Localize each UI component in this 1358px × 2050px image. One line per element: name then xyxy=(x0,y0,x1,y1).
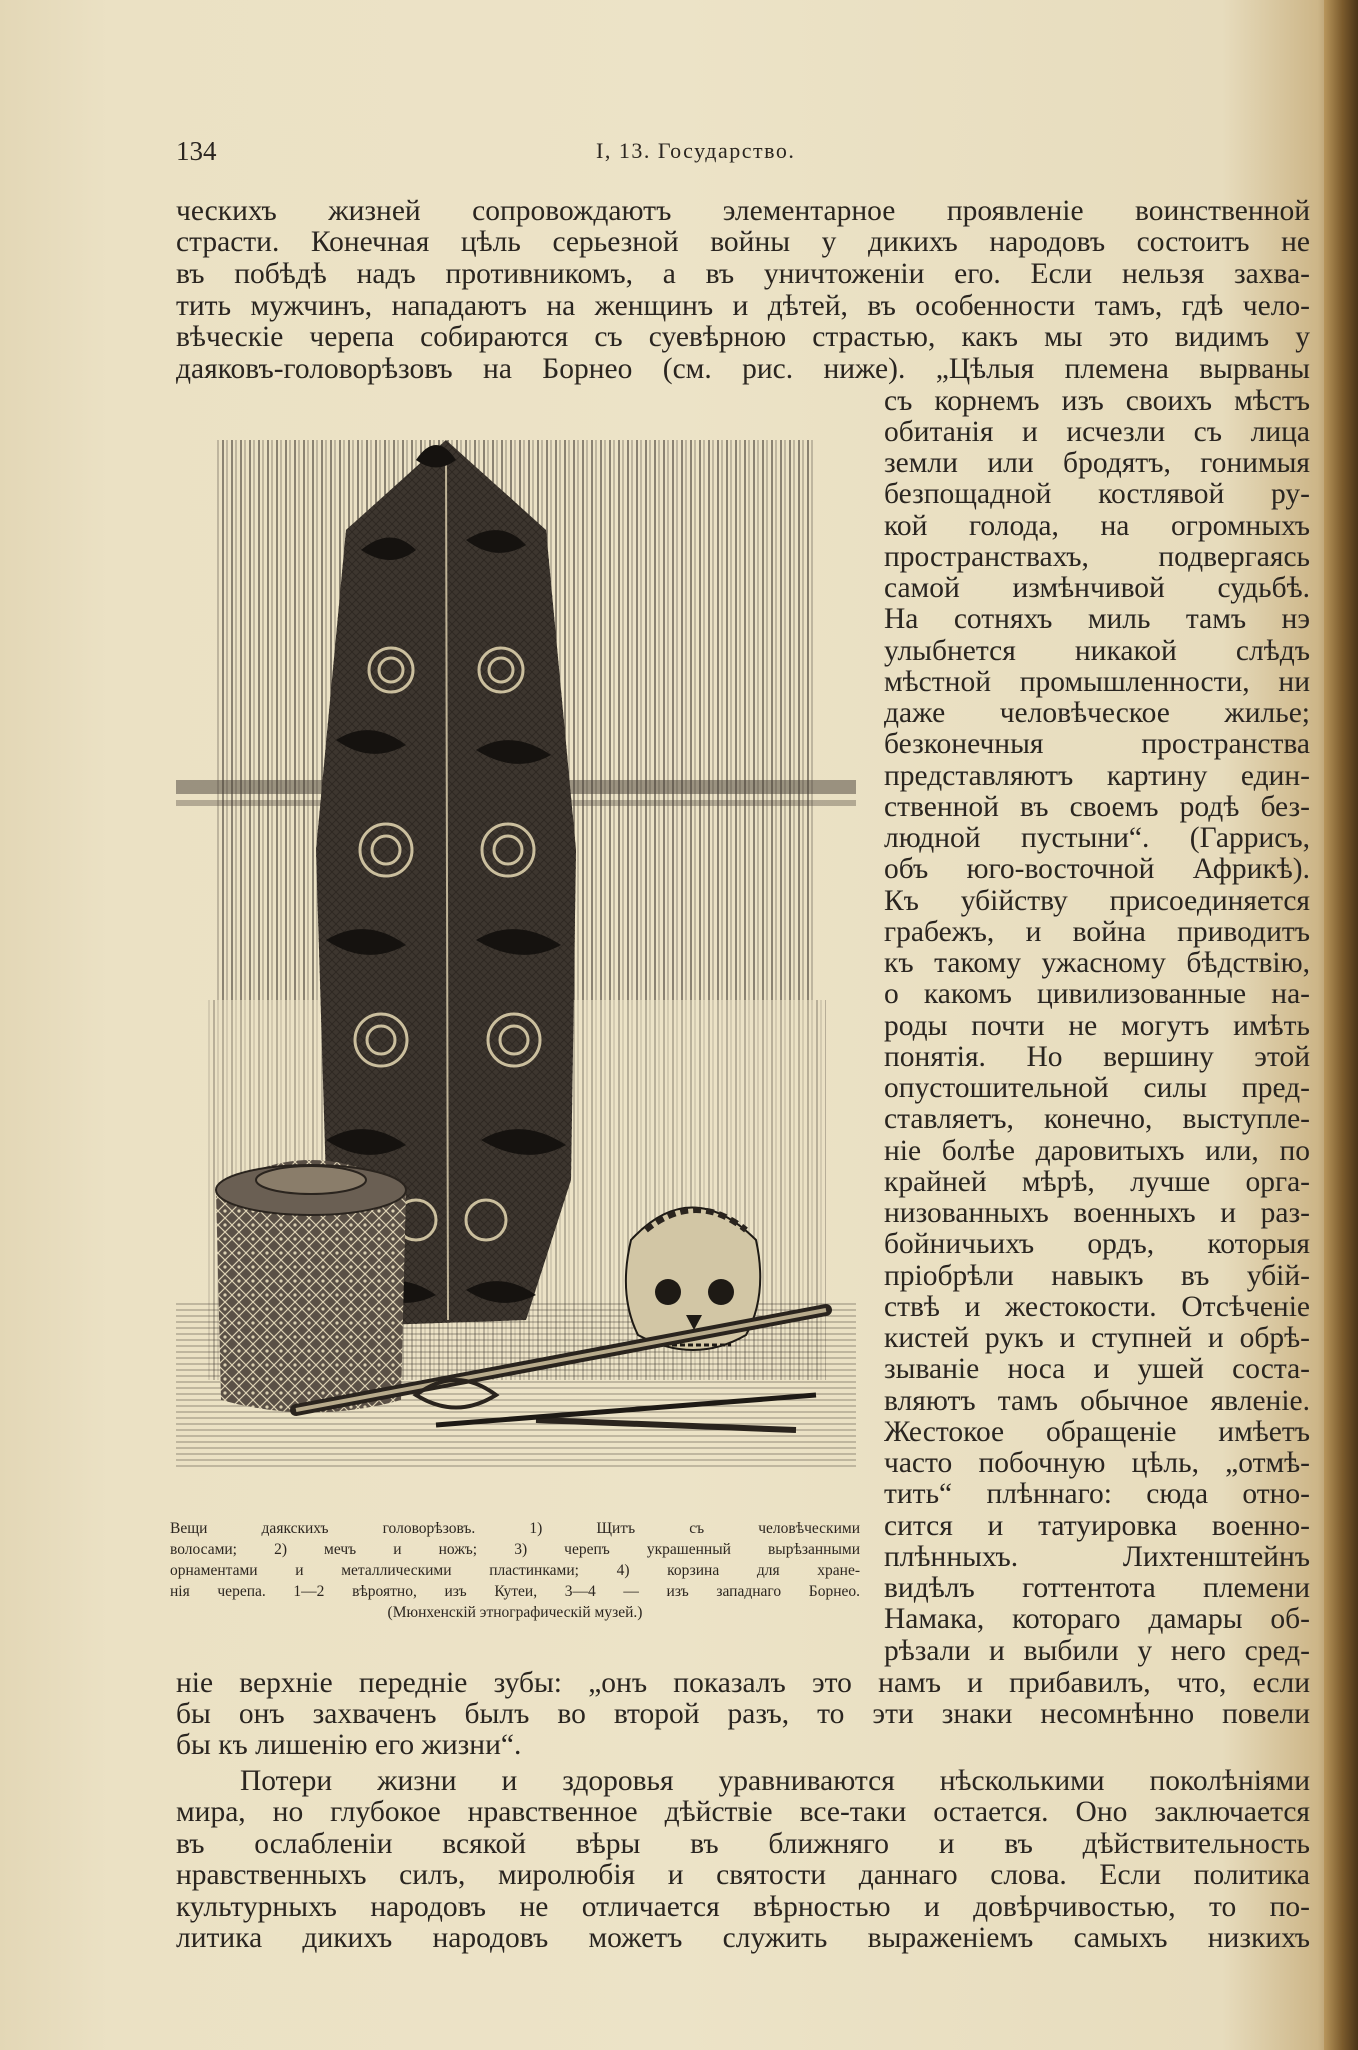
text-line: низованныхъ военныхъ и раз- xyxy=(884,1198,1310,1229)
text-line: бы онъ захваченъ былъ во второй разъ, то эти знаки несомнѣнно повели xyxy=(176,1699,1310,1730)
text-line: самой измѣнчивой судьбѣ. xyxy=(884,573,1310,604)
text-line: роды почти не могутъ имѣть xyxy=(884,1011,1310,1042)
figure-caption xyxy=(170,1518,860,1623)
book-spine-edge xyxy=(1324,0,1358,2050)
text-line: представляютъ картину един- xyxy=(884,761,1310,792)
text-line: нравственныхъ силъ, миролюбія и святости даннаго слова. Если политика xyxy=(176,1860,1310,1891)
text-line: улыбнется никакой слѣдъ xyxy=(884,636,1310,667)
running-header xyxy=(176,132,1312,172)
text-line: кой голода, на огромныхъ xyxy=(884,511,1310,542)
caption-line: Вещи даякскихъ головорѣзовъ. 1) Щитъ съ человѣческими xyxy=(170,1520,860,1537)
text-line: понятія. Но вершину этой xyxy=(884,1042,1310,1073)
text-line: ніе верхніе передніе зубы: „онъ показалъ это намъ и прибавилъ, что, если xyxy=(176,1668,1310,1699)
text-line: ствѣ и жестокости. Отсѣченіе xyxy=(884,1292,1310,1323)
running-title: I, 13. Государство. xyxy=(596,138,796,163)
text-line: мира, но глубокое нравственное дѣйствіе все-таки остается. Оно заключается xyxy=(176,1797,1310,1828)
caption-line: волосами; 2) мечъ и ножъ; 3) черепъ украшенный вырѣзанными xyxy=(170,1541,860,1558)
text-line: безпощадной костлявой ру- xyxy=(884,479,1310,510)
text-line: къ такому ужасному бѣдствію, xyxy=(884,948,1310,979)
text-line: Жестокое обращеніе имѣетъ xyxy=(884,1417,1310,1448)
text-line: опустошительной силы пред- xyxy=(884,1073,1310,1104)
caption-line: орнаментами и металлическими пластинками; 4) корзина для хране- xyxy=(170,1562,860,1579)
text-line: вляютъ тамъ обычное явленіе. xyxy=(884,1386,1310,1417)
caption-line: (Мюнхенскій этнографическій музей.) xyxy=(387,1604,643,1621)
text-line: тить“ плѣннаго: сюда отно- xyxy=(884,1479,1310,1510)
text-line: пріобрѣли навыкъ въ убій- xyxy=(884,1261,1310,1292)
text-line: ставляетъ, конечно, выступле- xyxy=(884,1104,1310,1135)
text-line: о какомъ цивилизованные на- xyxy=(884,979,1310,1010)
text-line: страсти. Конечная цѣль серьезной войны у дикихъ народовъ состоитъ не xyxy=(176,227,1310,258)
text-line: литика дикихъ народовъ можетъ служить выраженіемъ самыхъ низкихъ xyxy=(176,1923,1310,1954)
text-line: плѣнныхъ. Лихтенштейнъ xyxy=(884,1542,1310,1573)
text-line: кистей рукъ и ступней и обрѣ- xyxy=(884,1323,1310,1354)
text-line: земли или бродятъ, гонимыя xyxy=(884,448,1310,479)
text-line: мѣстной промышленности, ни xyxy=(884,667,1310,698)
text-line: культурныхъ народовъ не отличается вѣрностью и довѣрчивостью, то по- xyxy=(176,1892,1310,1923)
text-line: вѣческіе черепа собираются съ суевѣрною страстью, какъ мы это видимъ у xyxy=(176,322,1310,353)
text-line: обитанія и исчезли съ лица xyxy=(884,417,1310,448)
text-line: видѣлъ готтентота племени xyxy=(884,1573,1310,1604)
text-line: ческихъ жизней сопровождаютъ элементарное проявленіе воинственной xyxy=(176,196,1310,227)
text-line: съ корнемъ изъ своихъ мѣстъ xyxy=(884,386,1310,417)
dayak-objects-engraving xyxy=(176,420,856,1475)
text-line: Потери жизни и здоровья уравниваются нѣсколькими поколѣніями xyxy=(240,1766,1310,1797)
text-line: Намака, котораго дамары об- xyxy=(884,1604,1310,1635)
text-line: грабежъ, и война приводитъ xyxy=(884,917,1310,948)
caption-line: нія черепа. 1—2 вѣроятно, изъ Кутеи, 3—4 — изъ западнаго Борнео. xyxy=(170,1583,860,1600)
text-line: сится и татуировка военно- xyxy=(884,1511,1310,1542)
text-line: бы къ лишенію его жизни“. xyxy=(176,1730,522,1761)
engraving-illustration xyxy=(176,420,856,1475)
text-line: Къ убійству присоединяется xyxy=(884,886,1310,917)
text-line: бойничьихъ ордъ, которыя xyxy=(884,1229,1310,1260)
text-line: людной пустыни“. (Гаррисъ, xyxy=(884,823,1310,854)
text-line: даяковъ-головорѣзовъ на Борнео (см. рис. ниже). „Цѣлыя племена вырваны xyxy=(176,354,1310,385)
text-line: На сотняхъ миль тамъ нэ xyxy=(884,604,1310,635)
page-number: 134 xyxy=(176,136,217,166)
text-line: ственной въ своемъ родѣ без- xyxy=(884,792,1310,823)
text-line: тить мужчинъ, нападаютъ на женщинъ и дѣтей, въ особенности тамъ, гдѣ чело- xyxy=(176,291,1310,322)
text-line: даже человѣческое жилье; xyxy=(884,698,1310,729)
text-line: безконечныя пространства xyxy=(884,729,1310,760)
text-line: рѣзали и выбили у него сред- xyxy=(884,1636,1310,1667)
text-line: зываніе носа и ушей соста- xyxy=(884,1354,1310,1385)
text-line: объ юго-восточной Африкѣ). xyxy=(884,854,1310,885)
text-line: въ ослабленіи всякой вѣры въ ближняго и въ дѣйствительность xyxy=(176,1829,1310,1860)
text-line: крайней мѣрѣ, лучше орга- xyxy=(884,1167,1310,1198)
text-line: пространствахъ, подвергаясь xyxy=(884,542,1310,573)
text-line: часто побочную цѣль, „отмѣ- xyxy=(884,1448,1310,1479)
text-line: въ побѣдѣ надъ противникомъ, а въ уничтоженіи его. Если нельзя захва- xyxy=(176,259,1310,290)
text-line: ніе болѣе даровитыхъ или, по xyxy=(884,1136,1310,1167)
